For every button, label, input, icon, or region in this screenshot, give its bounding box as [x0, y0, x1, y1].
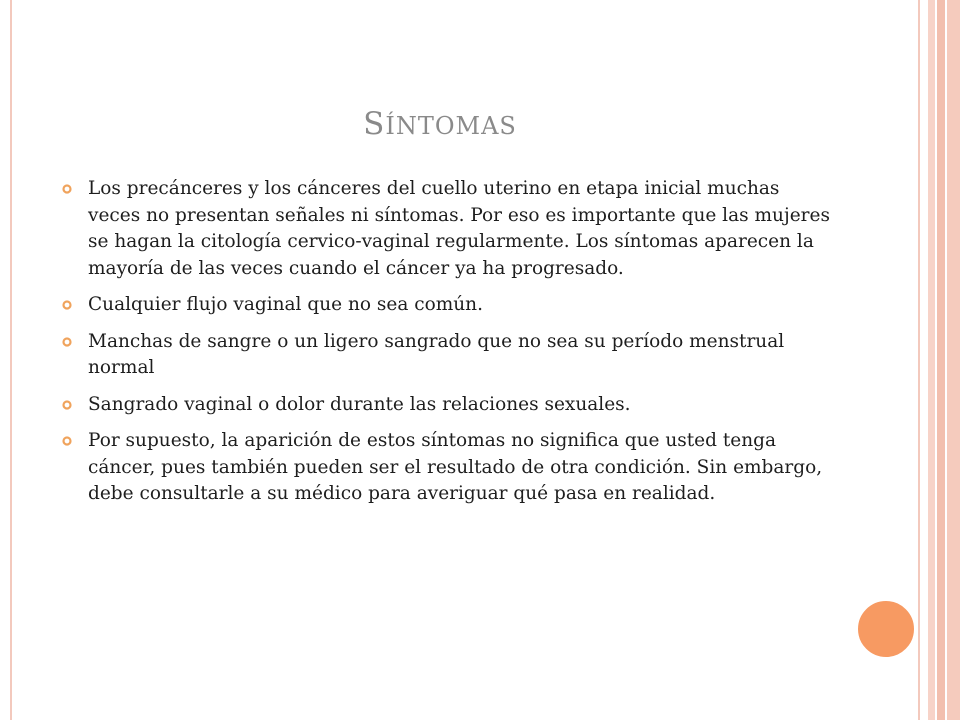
- bullet-item: [62, 176, 832, 282]
- right-frame-line: [918, 0, 920, 720]
- slide-title-rest: ÍNTOMAS: [385, 112, 517, 140]
- circle-bullet-icon: [62, 436, 72, 446]
- bullet-item: [62, 329, 832, 382]
- bullet-text: Manchas de sangre o un ligero sangrado que no sea su período menstrual normal: [88, 330, 785, 378]
- bullet-item: [62, 392, 832, 419]
- decorative-orange-circle: [856, 599, 916, 659]
- circle-bullet-icon: [62, 337, 72, 347]
- bullet-text: Por supuesto, la aparición de estos síntomas no significa que usted tenga cáncer, pues también pueden ser el resultado de otra condición. Sin embargo, debe consultarle a su médico para averiguar qué pasa en realidad.: [88, 430, 823, 504]
- decorative-bar: [947, 0, 960, 720]
- bullet-item: [62, 292, 832, 319]
- circle-bullet-icon: [62, 300, 72, 310]
- decorative-bar: [937, 0, 945, 720]
- decorative-right-bars: [928, 0, 960, 720]
- slide-title: [0, 100, 880, 150]
- bullet-item: [62, 428, 832, 508]
- bullet-text: Los precánceres y los cánceres del cuello uterino en etapa inicial muchas veces no presentan señales ni síntomas. Por eso es importante que las mujeres se hagan la citología cervico-vaginal regularmente. Los síntomas aparecen la mayoría de las veces cuando el cáncer ya ha progresado.: [88, 178, 830, 279]
- bullet-text: Cualquier flujo vaginal que no sea común.: [88, 294, 483, 315]
- decorative-bar: [928, 0, 935, 720]
- slide-title-initial: S: [363, 106, 386, 142]
- bullet-text: Sangrado vaginal o dolor durante las relaciones sexuales.: [88, 393, 631, 415]
- bullet-list: [62, 176, 832, 518]
- circle-bullet-icon: [62, 400, 72, 410]
- circle-bullet-icon: [62, 184, 72, 194]
